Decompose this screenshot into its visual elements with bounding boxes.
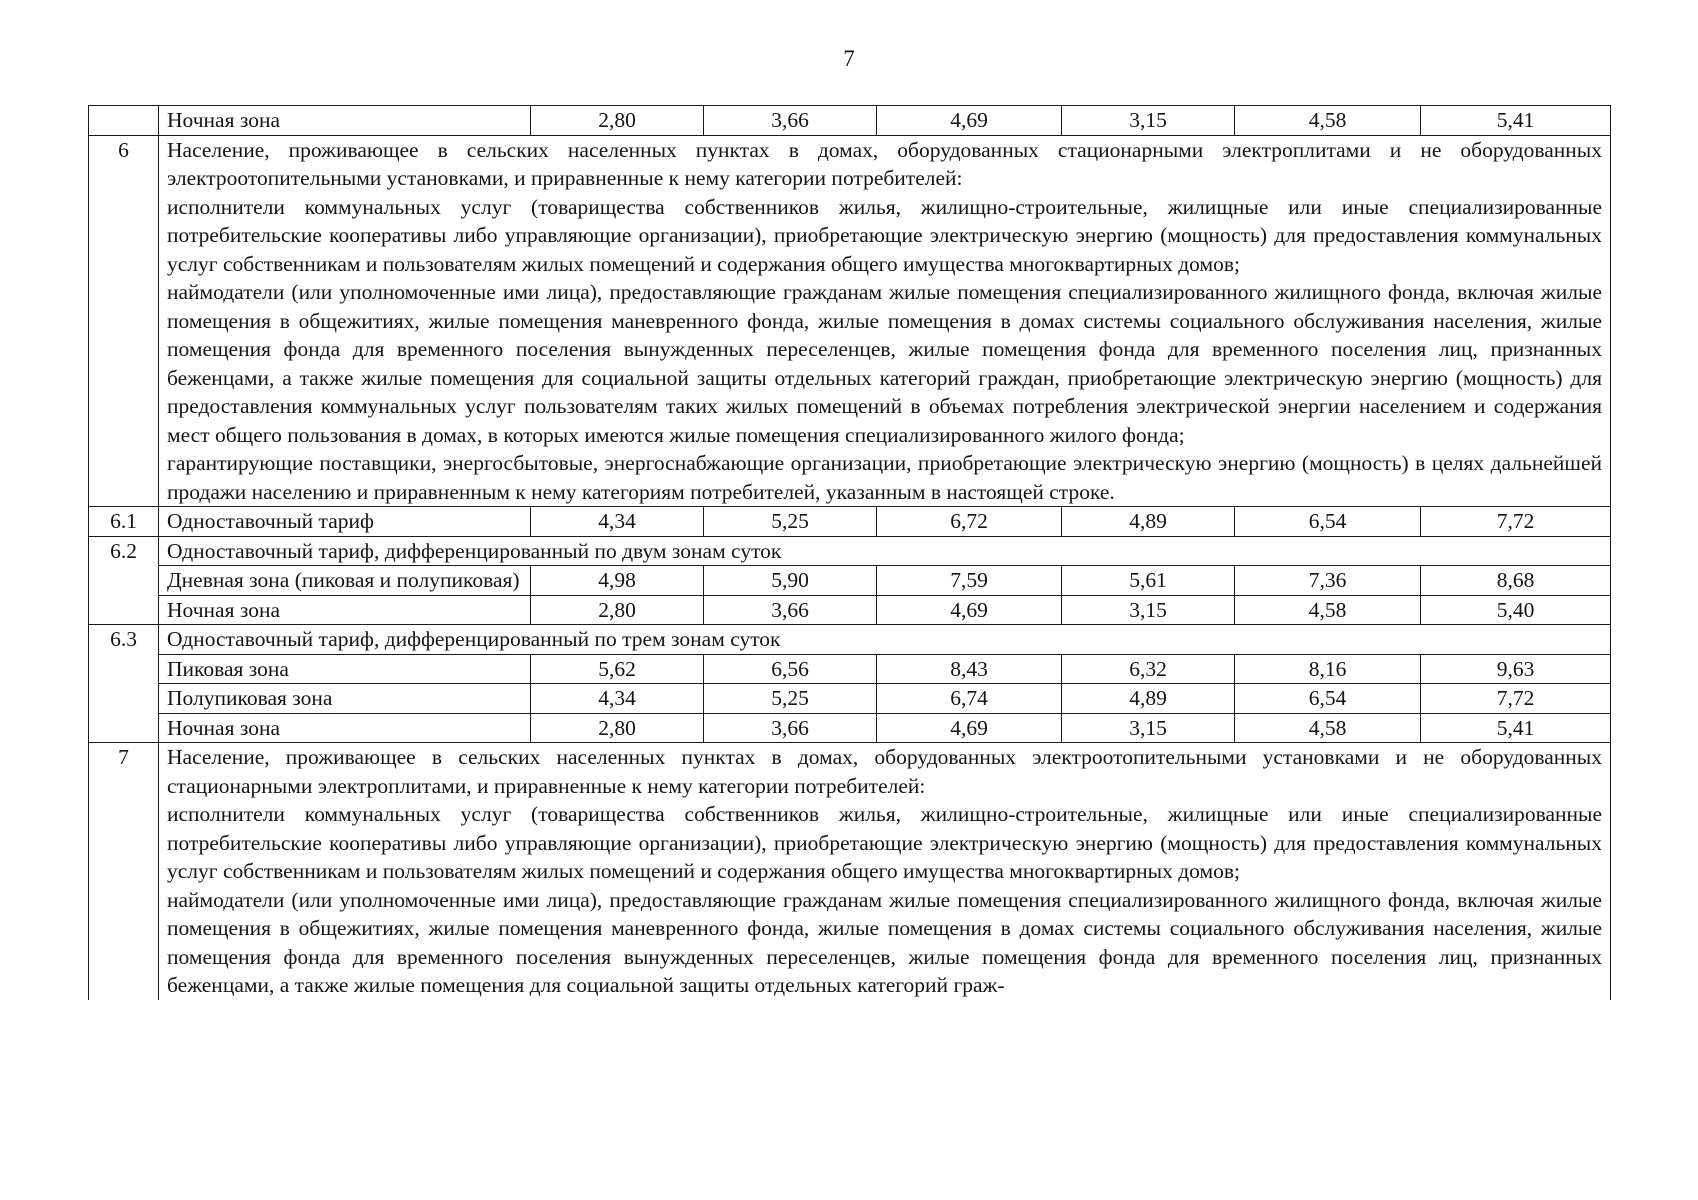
tariff-value: 3,15 xyxy=(1062,595,1235,625)
paragraph: Население, проживающее в сельских населенных пунктах в домах, оборудованных стационарными электроплитами и не оборудованных электроотопительными установками, и приравненные к нему категории потребителей: xyxy=(167,137,1602,190)
tariff-value: 7,36 xyxy=(1235,566,1421,596)
tariff-value: 4,58 xyxy=(1235,595,1421,625)
tariff-value: 3,66 xyxy=(704,713,877,743)
tariff-value: 3,15 xyxy=(1062,713,1235,743)
tariff-value: 7,72 xyxy=(1421,684,1611,714)
tariff-value: 2,80 xyxy=(531,713,704,743)
tariff-value: 5,41 xyxy=(1421,713,1611,743)
tariff-value: 4,89 xyxy=(1062,684,1235,714)
tariff-value: 4,58 xyxy=(1235,713,1421,743)
tariff-table xyxy=(88,105,1611,1000)
tariff-value: 6,54 xyxy=(1235,507,1421,537)
table-row-6-2-day xyxy=(89,566,1611,596)
row-title: Одноставочный тариф, дифференцированный по трем зонам суток xyxy=(159,625,1611,655)
tariff-value: 3,66 xyxy=(704,595,877,625)
paragraph: исполнители коммунальных услуг (товарищества собственников жилья, жилищно-строительные, жилищные или иные специализированные потребительские кооперативы либо управляющие организации), приобретающие электрическую энергию (мощность) для предоставления коммунальных услуг собственникам и пользователям жилых помещений и содержания общего имущества многоквартирных домов; xyxy=(167,802,1602,883)
section-7-row xyxy=(89,743,1611,1000)
tariff-value: 5,41 xyxy=(1421,106,1611,136)
row-number: 6.3 xyxy=(89,625,159,743)
page-number: 7 xyxy=(843,46,855,71)
tariff-value: 6,32 xyxy=(1062,654,1235,684)
tariff-value: 4,69 xyxy=(877,595,1062,625)
tariff-value: 4,34 xyxy=(531,684,704,714)
tariff-value: 2,80 xyxy=(531,106,704,136)
tariff-value: 7,72 xyxy=(1421,507,1611,537)
section-6-description xyxy=(159,135,1611,507)
tariff-value: 6,54 xyxy=(1235,684,1421,714)
paragraph: наймодатели (или уполномоченные ими лица), предоставляющие гражданам жилые помещения специализированного жилищного фонда, включая жилые помещения в общежитиях, жилые помещения маневренного фонда, жилые помещения в домах системы социального обслуживания населения, жилые помещения фонда для временного поселения вынужденных переселенцев, жилые помещения фонда для временного поселения лиц, признанных беженцами, а также жилые помещения для социальной защиты отдельных категорий граж- xyxy=(167,887,1602,997)
tariff-value: 5,40 xyxy=(1421,595,1611,625)
tariff-value: 8,68 xyxy=(1421,566,1611,596)
row-number: 6.2 xyxy=(89,536,159,625)
section-number: 6 xyxy=(89,135,159,507)
paragraph: гарантирующие поставщики, энергосбытовые, энергоснабжающие организации, приобретающие электрическую энергию (мощность) в целях дальнейшей продажи населению и приравненным к нему категориям потребителей, указанным в настоящей строке. xyxy=(167,451,1602,504)
tariff-value: 4,89 xyxy=(1062,507,1235,537)
section-number: 7 xyxy=(89,743,159,1000)
tariff-value: 8,16 xyxy=(1235,654,1421,684)
tariff-value: 3,15 xyxy=(1062,106,1235,136)
tariff-value: 7,59 xyxy=(877,566,1062,596)
tariff-value: 8,43 xyxy=(877,654,1062,684)
row-label: Пиковая зона xyxy=(159,654,531,684)
tariff-value: 3,66 xyxy=(704,106,877,136)
table-row-6-2-night xyxy=(89,595,1611,625)
tariff-value: 4,69 xyxy=(877,106,1062,136)
paragraph: исполнители коммунальных услуг (товарищества собственников жилья, жилищно-строительные, жилищные или иные специализированные потребительские кооперативы либо управляющие организации), приобретающие электрическую энергию (мощность) для предоставления коммунальных услуг собственникам и пользователям жилых помещений и содержания общего имущества многоквартирных домов; xyxy=(167,194,1602,276)
section-7-description xyxy=(159,743,1611,1000)
tariff-value: 2,80 xyxy=(531,595,704,625)
tariff-value: 6,74 xyxy=(877,684,1062,714)
tariff-value: 6,56 xyxy=(704,654,877,684)
table-row-6-3-night xyxy=(89,713,1611,743)
tariff-value: 4,69 xyxy=(877,713,1062,743)
table-row-6-1 xyxy=(89,507,1611,537)
tariff-value: 5,61 xyxy=(1062,566,1235,596)
tariff-value: 6,72 xyxy=(877,507,1062,537)
table-row-6-3-title xyxy=(89,625,1611,655)
tariff-value: 5,62 xyxy=(531,654,704,684)
tariff-value: 9,63 xyxy=(1421,654,1611,684)
tariff-value: 4,34 xyxy=(531,507,704,537)
tariff-value: 4,58 xyxy=(1235,106,1421,136)
row-label: Ночная зона xyxy=(159,595,531,625)
section-6-row xyxy=(89,135,1611,507)
row-title: Одноставочный тариф, дифференцированный по двум зонам суток xyxy=(159,536,1611,566)
row-label: Ночная зона xyxy=(159,713,531,743)
table-row-6-2-title xyxy=(89,536,1611,566)
row-label: Ночная зона xyxy=(159,106,531,136)
paragraph: Население, проживающее в сельских населенных пунктах в домах, оборудованных электроотопительными установками и не оборудованных стационарными электроплитами, и приравненные к нему категории потребителей: xyxy=(167,745,1602,798)
row-label: Дневная зона (пиковая и полупиковая) xyxy=(159,566,531,596)
row-number: 6.1 xyxy=(89,507,159,537)
table-row-6-3-peak xyxy=(89,654,1611,684)
tariff-value: 5,90 xyxy=(704,566,877,596)
paragraph: наймодатели (или уполномоченные ими лица), предоставляющие гражданам жилые помещения специализированного жилищного фонда, включая жилые помещения в общежитиях, жилые помещения маневренного фонда, жилые помещения в домах системы социального обслуживания населения, жилые помещения фонда для временного поселения вынужденных переселенцев, жилые помещения фонда для временного поселения лиц, признанных беженцами, а также жилые помещения для социальной защиты отдельных категорий граждан, приобретающие электрическую энергию (мощность) для предоставления коммунальных услуг пользователям таких жилых помещений в объемах потребления электрической энергии населением и содержания мест общего пользования в домах, в которых имеются жилые помещения специализированного жилого фонда; xyxy=(167,280,1602,447)
table-row-6-3-semipeak xyxy=(89,684,1611,714)
row-label: Полупиковая зона xyxy=(159,684,531,714)
tariff-value: 5,25 xyxy=(704,507,877,537)
row-label: Одноставочный тариф xyxy=(159,507,531,537)
tariff-value: 4,98 xyxy=(531,566,704,596)
tariff-value: 5,25 xyxy=(704,684,877,714)
table-row-night-zone-continued xyxy=(89,106,1611,136)
